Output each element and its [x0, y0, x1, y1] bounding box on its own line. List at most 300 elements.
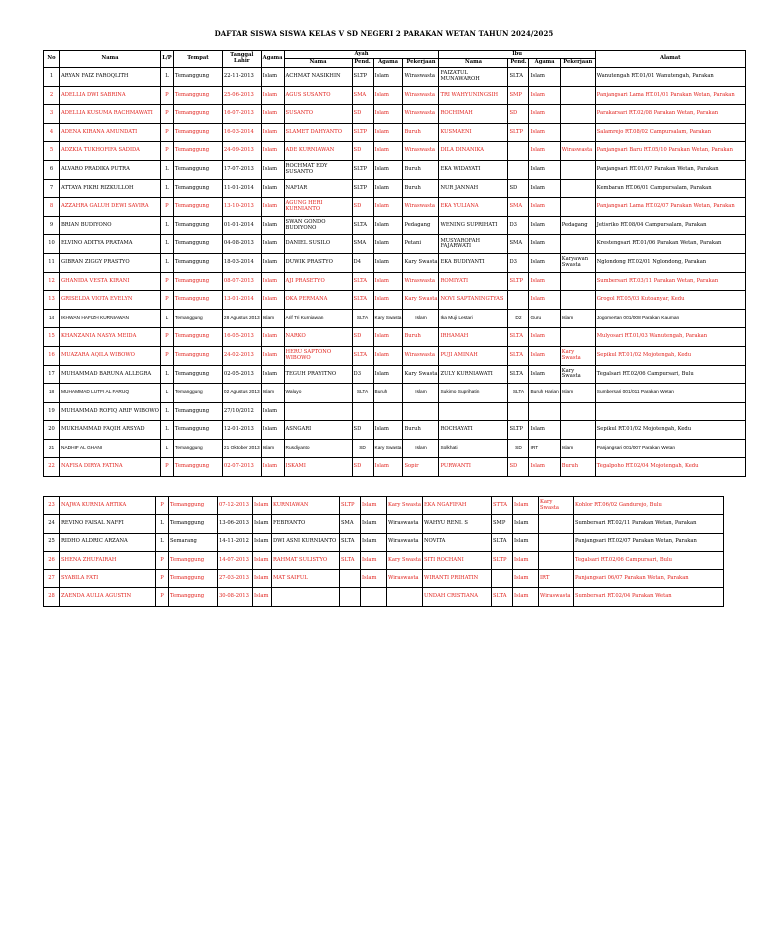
table-row — [44, 588, 724, 606]
cell-tanggal-lahir: 30-08-2013 — [218, 588, 253, 606]
cell-agama: Islam — [261, 123, 284, 142]
cell-no: 10 — [44, 235, 60, 254]
cell-no: 19 — [44, 402, 60, 421]
cell-tempat: Temanggung — [173, 216, 222, 235]
cell-ibu-nama: KUSMAENI — [439, 123, 508, 142]
cell-ayah-nama: Waluyo — [284, 384, 352, 403]
cell-lp: L — [160, 68, 173, 87]
cell-no: 6 — [44, 160, 60, 179]
cell-nama: NAFISA DIRYA FATINA — [60, 458, 161, 477]
cell-ibu-agama: Buruh Harian — [529, 384, 560, 403]
cell-ibu-agama: Islam — [529, 198, 560, 217]
cell-tempat: Temanggung — [173, 421, 222, 440]
cell-nama: SHENA ZHUFAIRAH — [60, 551, 156, 569]
cell-ayah-agama: Islam — [373, 86, 403, 105]
cell-ibu-nama: ROCHAYATI — [439, 421, 508, 440]
cell-lp: L — [160, 365, 173, 384]
cell-ayah-pekerjaan: Buruh — [403, 179, 439, 198]
cell-ayah-nama — [284, 402, 352, 421]
cell-tempat: Temanggung — [173, 439, 222, 458]
table-row — [44, 346, 746, 365]
table-row — [44, 235, 746, 254]
cell-ibu-agama: Islam — [529, 235, 560, 254]
cell-ibu-pekerjaan — [560, 198, 595, 217]
cell-ayah-pend: SLTP — [352, 179, 373, 198]
cell-ibu-nama: WAHYU RENI. S — [423, 515, 492, 533]
cell-tempat: Temanggung — [173, 160, 222, 179]
cell-ayah-pekerjaan: Wiraswasta — [403, 272, 439, 291]
cell-tanggal-lahir: 14-11-2012 — [218, 533, 253, 551]
cell-ayah-pekerjaan: Wiraswasta — [403, 68, 439, 87]
cell-ayah-pend: SLTA — [352, 216, 373, 235]
header-ayah-pekerjaan: Pekerjaan — [403, 59, 439, 68]
cell-no: 9 — [44, 216, 60, 235]
cell-nama: NAJWA KURNIA ARTIKA — [60, 497, 156, 515]
cell-ayah-agama: Buruh — [373, 384, 403, 403]
cell-ibu-pekerjaan: Islam — [560, 384, 595, 403]
cell-ibu-nama: Solkhati — [439, 439, 508, 458]
cell-ayah-agama: Islam — [361, 551, 387, 569]
cell-agama: Islam — [253, 497, 272, 515]
cell-tempat: Temanggung — [173, 105, 222, 124]
cell-no: 8 — [44, 198, 60, 217]
cell-ibu-pend — [508, 291, 529, 310]
cell-ayah-agama: Islam — [373, 365, 403, 384]
cell-ibu-agama: Islam — [513, 515, 539, 533]
cell-nama: ARYAN FAIZ FAROQLITH — [60, 68, 161, 87]
cell-ayah-agama: Islam — [373, 346, 403, 365]
cell-tanggal-lahir: 24-09-2013 — [222, 142, 261, 161]
cell-ibu-nama: SITI ROCHANI — [423, 551, 492, 569]
cell-ibu-nama: UNDAH CRISTIANA — [423, 588, 492, 606]
cell-lp: L — [160, 216, 173, 235]
cell-ayah-pend: SLTA — [352, 291, 373, 310]
cell-ibu-nama: EKA NGAFIFAH — [423, 497, 492, 515]
cell-agama: Islam — [261, 439, 284, 458]
table-row — [44, 86, 746, 105]
cell-ayah-pend: SLTA — [352, 309, 373, 328]
cell-agama: Islam — [261, 384, 284, 403]
cell-ayah-nama: AGUNG HERI KURNIANTO — [284, 198, 352, 217]
cell-ibu-nama: Ika Muji Lestari — [439, 309, 508, 328]
cell-nama: GHANIDA VESTA KIRANI — [60, 272, 161, 291]
cell-ayah-pekerjaan: Petani — [403, 235, 439, 254]
cell-ayah-pend: SLTP — [340, 497, 361, 515]
cell-no: 14 — [44, 309, 60, 328]
cell-agama: Islam — [253, 551, 272, 569]
cell-no: 20 — [44, 421, 60, 440]
cell-ayah-pend: SMA — [352, 235, 373, 254]
cell-tempat: Temanggung — [173, 346, 222, 365]
cell-ibu-agama: Islam — [529, 216, 560, 235]
cell-nama: MUHAMMAD LUTFI AL FARUQ — [60, 384, 161, 403]
table-header — [44, 51, 746, 68]
cell-agama: Islam — [261, 365, 284, 384]
cell-ibu-pend — [508, 402, 529, 421]
cell-tempat: Temanggung — [173, 272, 222, 291]
cell-ibu-agama: Islam — [529, 123, 560, 142]
cell-ayah-agama: Islam — [373, 421, 403, 440]
table-row — [44, 458, 746, 477]
cell-ayah-pend: SD — [352, 421, 373, 440]
cell-agama: Islam — [253, 515, 272, 533]
cell-ayah-nama: SUSANTO — [284, 105, 352, 124]
table-row — [44, 365, 746, 384]
cell-no: 2 — [44, 86, 60, 105]
student-rows-continued — [44, 497, 724, 607]
cell-ibu-nama: DILA DINANIKA — [439, 142, 508, 161]
table-row — [44, 551, 724, 569]
cell-ayah-nama: ISKAMI — [284, 458, 352, 477]
cell-ayah-nama: OKA PERMANA — [284, 291, 352, 310]
cell-ibu-agama: Islam — [529, 421, 560, 440]
cell-ayah-agama: Islam — [373, 216, 403, 235]
document-title: DAFTAR SISWA SISWA KELAS V SD NEGERI 2 PARAKAN WETAN TAHUN 2024/2025 — [214, 29, 554, 38]
cell-ibu-pend: SLTP — [492, 551, 513, 569]
header-ayah: Ayah — [284, 51, 439, 59]
cell-ibu-pend — [508, 142, 529, 161]
cell-nama: MUHAMMAD BARUNA ALLEGRA — [60, 365, 161, 384]
cell-ayah-agama: Islam — [373, 68, 403, 87]
cell-ayah-pekerjaan: Wiraswasta — [387, 533, 423, 551]
cell-ibu-pend: SD — [508, 458, 529, 477]
cell-tanggal-lahir: 16-05-2013 — [222, 328, 261, 347]
cell-lp: L — [160, 421, 173, 440]
cell-ayah-nama: MAT SAIFUL — [272, 570, 340, 588]
cell-nama: IKHWAN HAFIZH KURNIAWAN — [60, 309, 161, 328]
cell-lp: L — [160, 235, 173, 254]
cell-ayah-nama: ROCHMAT EDY SUSANTO — [284, 160, 352, 179]
cell-ayah-pend: SLTA — [340, 533, 361, 551]
cell-nama: BRIAN BUDIYONO — [60, 216, 161, 235]
cell-no: 12 — [44, 272, 60, 291]
cell-ibu-nama: MUSYAROFAH FAJARWATI — [439, 235, 508, 254]
cell-ibu-agama: Islam — [529, 179, 560, 198]
cell-ibu-agama: Islam — [513, 570, 539, 588]
cell-alamat: Jogomertan 001/008 Parakan Kauman — [595, 309, 745, 328]
cell-tempat: Temanggung — [173, 402, 222, 421]
cell-ibu-nama: ROCHIMAH — [439, 105, 508, 124]
cell-tanggal-lahir: 28 Agustus 2013 — [222, 309, 261, 328]
cell-ibu-agama: Islam — [513, 588, 539, 606]
cell-alamat: Nglondong RT.02/01 Nglondong, Parakan — [595, 253, 745, 272]
cell-tanggal-lahir: 04-08-2013 — [222, 235, 261, 254]
cell-ayah-nama: SWAN GONDO BUDIYONO — [284, 216, 352, 235]
cell-ayah-nama: DUWIK PRASTYO — [284, 253, 352, 272]
cell-ibu-nama: ROMIYATI — [439, 272, 508, 291]
cell-tanggal-lahir: 27-03-2013 — [218, 570, 253, 588]
cell-ibu-pekerjaan: Wiraswasta — [539, 588, 574, 606]
cell-no: 23 — [44, 497, 60, 515]
cell-tempat: Temanggung — [173, 253, 222, 272]
cell-no: 27 — [44, 570, 60, 588]
cell-ibu-pend: D2 — [508, 309, 529, 328]
cell-ibu-pend: SLTA — [508, 68, 529, 87]
cell-ayah-agama: Kary Swasta — [373, 309, 403, 328]
cell-ibu-pekerjaan — [560, 402, 595, 421]
cell-tempat: Temanggung — [173, 365, 222, 384]
table-row — [44, 160, 746, 179]
cell-ibu-agama: Guru — [529, 309, 560, 328]
cell-agama: Islam — [261, 68, 284, 87]
cell-ayah-pend: SLTA — [352, 384, 373, 403]
cell-nama: KHANZANIA NASYA MEIDA — [60, 328, 161, 347]
cell-ayah-agama: Islam — [373, 105, 403, 124]
cell-lp: L — [156, 533, 169, 551]
cell-ayah-pekerjaan: Islam — [403, 384, 439, 403]
cell-ayah-pekerjaan: Kary Swasta — [387, 497, 423, 515]
cell-ayah-pekerjaan: Buruh — [403, 123, 439, 142]
cell-ibu-pekerjaan — [539, 551, 574, 569]
cell-nama: MUAZARA AQILA WIBOWO — [60, 346, 161, 365]
cell-ibu-pend — [492, 570, 513, 588]
cell-ibu-agama: IRT — [529, 439, 560, 458]
cell-nama: ALVARO PRADIKA PUTRA — [60, 160, 161, 179]
cell-tanggal-lahir: 21 Oktober 2013 — [222, 439, 261, 458]
cell-alamat: Tegalsari RT.02/06 Campursari, Bulu — [595, 365, 745, 384]
cell-lp: P — [160, 198, 173, 217]
cell-alamat: Tegalpoho RT.02/04 Mojotengah, Kedu — [595, 458, 745, 477]
cell-ibu-agama: Islam — [529, 253, 560, 272]
cell-alamat — [595, 402, 745, 421]
cell-agama: Islam — [261, 291, 284, 310]
cell-alamat: Sumbersari RT.02/04 Parakan Wetan — [574, 588, 724, 606]
cell-ibu-pekerjaan — [560, 68, 595, 87]
cell-alamat: Grogol RT.05/03 Kutoanyar, Kedu — [595, 291, 745, 310]
cell-ayah-agama: Islam — [373, 272, 403, 291]
cell-lp: P — [160, 86, 173, 105]
cell-tempat: Temanggung — [173, 123, 222, 142]
cell-ibu-pekerjaan — [539, 533, 574, 551]
cell-ibu-pekerjaan — [560, 86, 595, 105]
cell-ayah-agama: Islam — [373, 235, 403, 254]
cell-ibu-pend: SLTP — [508, 421, 529, 440]
cell-alamat: Sumbersari 001/011 Parakan Wetan — [595, 384, 745, 403]
cell-ayah-pekerjaan: Wiraswasta — [387, 570, 423, 588]
cell-ibu-agama: Islam — [529, 328, 560, 347]
cell-ayah-nama: RAHMAT SULISTYO — [272, 551, 340, 569]
cell-lp: P — [160, 328, 173, 347]
cell-ibu-agama: Islam — [529, 272, 560, 291]
cell-ayah-pekerjaan: Buruh — [403, 160, 439, 179]
cell-tempat: Temanggung — [173, 179, 222, 198]
table-row — [44, 570, 724, 588]
cell-tanggal-lahir: 02 Agustus 2013 — [222, 384, 261, 403]
cell-nama: GIBRAN ZIGGY PRASTYO — [60, 253, 161, 272]
cell-alamat: Panjangsari 06/07 Parakan Wetan, Parakan — [574, 570, 724, 588]
header-ayah-agama: Agama — [373, 59, 403, 68]
cell-tanggal-lahir: 08-07-2013 — [222, 272, 261, 291]
cell-ibu-agama: Islam — [513, 551, 539, 569]
cell-alamat: Panjangsari Lama RT.02/07 Parakan Wetan, Parakan — [595, 198, 745, 217]
cell-ayah-pekerjaan: Sopir — [403, 458, 439, 477]
cell-tempat: Temanggung — [173, 291, 222, 310]
table-row — [44, 309, 746, 328]
cell-no: 22 — [44, 458, 60, 477]
cell-nama: NADHIF AL GHANI — [60, 439, 161, 458]
cell-ibu-pekerjaan — [560, 328, 595, 347]
cell-ibu-pekerjaan: IRT — [539, 570, 574, 588]
cell-agama: Islam — [261, 458, 284, 477]
cell-ayah-pend: SMA — [340, 515, 361, 533]
cell-ayah-nama: ACHMAT NASIKHIN — [284, 68, 352, 87]
cell-tempat: Temanggung — [169, 551, 218, 569]
cell-ayah-agama: Islam — [373, 179, 403, 198]
header-alamat: Alamat — [595, 51, 745, 68]
table-row — [44, 439, 746, 458]
cell-tanggal-lahir: 13-06-2013 — [218, 515, 253, 533]
cell-ayah-agama: Islam — [373, 142, 403, 161]
cell-agama: Islam — [261, 328, 284, 347]
cell-ibu-agama: Islam — [529, 458, 560, 477]
cell-no: 7 — [44, 179, 60, 198]
cell-ayah-nama: TEGUH PRAYITNO — [284, 365, 352, 384]
cell-tanggal-lahir: 02-05-2013 — [222, 365, 261, 384]
cell-ibu-agama: Islam — [529, 68, 560, 87]
cell-ayah-pekerjaan: Kary Swasta — [403, 253, 439, 272]
cell-lp: L — [160, 384, 173, 403]
cell-ayah-agama: Islam — [373, 160, 403, 179]
cell-ibu-nama: WENING SUPRIHATI — [439, 216, 508, 235]
cell-tempat: Temanggung — [173, 142, 222, 161]
cell-ayah-pend: D4 — [352, 253, 373, 272]
cell-lp: P — [160, 458, 173, 477]
cell-ayah-nama: ASNGARI — [284, 421, 352, 440]
cell-ibu-pekerjaan — [560, 421, 595, 440]
cell-alamat: Panjangsari Baru RT.05/10 Parakan Wetan, Parakan — [595, 142, 745, 161]
cell-nama: ADELLIA KUSUMA RACHMAWATI — [60, 105, 161, 124]
cell-ibu-nama: WIRANTI PRIHATIN — [423, 570, 492, 588]
cell-ayah-nama: SLAMET DAHYANTO — [284, 123, 352, 142]
cell-ayah-agama: Islam — [373, 291, 403, 310]
cell-alamat: Sumbersari RT.03/11 Parakan Wetan, Parakan — [595, 272, 745, 291]
cell-no: 21 — [44, 439, 60, 458]
cell-ibu-pend: SLTA — [508, 384, 529, 403]
cell-tanggal-lahir: 13-10-2013 — [222, 198, 261, 217]
table-row — [44, 253, 746, 272]
cell-ayah-nama: Arif Tri Kurniawan — [284, 309, 352, 328]
cell-ibu-pekerjaan: Kary Swasta — [560, 365, 595, 384]
cell-ibu-nama — [439, 402, 508, 421]
cell-ayah-pekerjaan: Wiraswasta — [387, 515, 423, 533]
cell-nama: MUHAMMAD ROFIQ ARIF WIBOWO — [60, 402, 161, 421]
cell-alamat: Jetisriko RT.08/04 Campursalam, Parakan — [595, 216, 745, 235]
cell-lp: P — [160, 123, 173, 142]
header-ayah-pend: Pend. — [352, 59, 373, 68]
cell-ibu-nama: EKA YULIANA — [439, 198, 508, 217]
header-ibu: Ibu — [439, 51, 595, 59]
cell-tempat: Temanggung — [169, 515, 218, 533]
header-ibu-pend: Pend. — [508, 59, 529, 68]
cell-ibu-pend: D3 — [508, 216, 529, 235]
cell-ibu-pend: D3 — [508, 253, 529, 272]
cell-tempat: Temanggung — [173, 86, 222, 105]
cell-ayah-nama: DWI ASNI KURNIANTO — [272, 533, 340, 551]
cell-tempat: Temanggung — [169, 497, 218, 515]
cell-ayah-nama: KURNIAWAN — [272, 497, 340, 515]
cell-alamat: Sepikul RT.01/02 Mojotengah, Kedu — [595, 421, 745, 440]
cell-alamat: Wanutengah RT.01/01 Wanutengah, Parakan — [595, 68, 745, 87]
cell-tempat: Temanggung — [173, 198, 222, 217]
cell-tanggal-lahir: 25-06-2013 — [222, 86, 261, 105]
cell-nama: GRISELDA VIOTA EVELYN — [60, 291, 161, 310]
cell-lp: L — [156, 515, 169, 533]
cell-ayah-pend: SLTA — [340, 551, 361, 569]
cell-ibu-pekerjaan: Islam — [560, 439, 595, 458]
cell-agama: Islam — [261, 235, 284, 254]
cell-ayah-pend: SD — [352, 458, 373, 477]
cell-ibu-nama: EKA WIDAYATI — [439, 160, 508, 179]
cell-nama: ELVINO ADITYA PRATAMA — [60, 235, 161, 254]
cell-no: 13 — [44, 291, 60, 310]
cell-tanggal-lahir: 24-02-2013 — [222, 346, 261, 365]
table-row — [44, 291, 746, 310]
cell-lp: P — [156, 570, 169, 588]
cell-lp: P — [160, 105, 173, 124]
cell-ibu-pekerjaan — [560, 105, 595, 124]
cell-alamat: Panjangsari RT.02/07 Parakan Wetan, Parakan — [574, 533, 724, 551]
cell-tanggal-lahir: 17-07-2013 — [222, 160, 261, 179]
header-ibu-nama: Nama — [439, 59, 508, 68]
cell-tempat: Temanggung — [169, 588, 218, 606]
cell-alamat: Panjangsari RT.01/07 Parakan Wetan, Parakan — [595, 160, 745, 179]
cell-agama: Islam — [261, 346, 284, 365]
cell-alamat: Kohlor RT.06/02 Gandurejo, Bulu — [574, 497, 724, 515]
cell-ayah-pend: SD — [352, 439, 373, 458]
cell-ayah-pekerjaan — [387, 588, 423, 606]
cell-ibu-agama: Islam — [529, 142, 560, 161]
table-row — [44, 402, 746, 421]
cell-alamat: Kembaran RT.06/01 Campursalam, Parakan — [595, 179, 745, 198]
cell-ayah-pekerjaan: Buruh — [403, 328, 439, 347]
cell-alamat: Panjangsari 001/007 Parakan Wetan — [595, 439, 745, 458]
cell-ibu-agama: Islam — [513, 497, 539, 515]
cell-ibu-pend: SMP — [508, 86, 529, 105]
cell-lp: L — [160, 402, 173, 421]
cell-ibu-pend: SMA — [508, 198, 529, 217]
cell-ayah-nama: NARKO — [284, 328, 352, 347]
cell-ibu-pekerjaan: Karyawan Swasta — [560, 253, 595, 272]
cell-alamat: Tegalsari RT.02/06 Campursari, Bulu — [574, 551, 724, 569]
cell-no: 24 — [44, 515, 60, 533]
cell-tanggal-lahir: 02-07-2013 — [222, 458, 261, 477]
cell-ayah-agama: Islam — [361, 515, 387, 533]
cell-tanggal-lahir: 12-01-2013 — [222, 421, 261, 440]
cell-ayah-pend: SLTA — [352, 272, 373, 291]
cell-ayah-agama: Islam — [373, 253, 403, 272]
table-row — [44, 497, 724, 515]
cell-nama: RIDHO ALDRIC ARZANA — [60, 533, 156, 551]
table-row — [44, 272, 746, 291]
cell-ayah-pekerjaan: Wiraswasta — [403, 105, 439, 124]
cell-ayah-agama: Kary Swasta — [373, 439, 403, 458]
cell-ayah-nama: NAFIAR — [284, 179, 352, 198]
cell-agama: Islam — [261, 272, 284, 291]
cell-ibu-pekerjaan — [539, 515, 574, 533]
cell-ayah-agama: Islam — [373, 198, 403, 217]
cell-ibu-agama: Islam — [529, 160, 560, 179]
cell-ibu-pend: SMA — [508, 235, 529, 254]
table-row — [44, 384, 746, 403]
cell-ayah-pekerjaan: Wiraswasta — [403, 142, 439, 161]
cell-ayah-pend: SD — [352, 328, 373, 347]
cell-no: 17 — [44, 365, 60, 384]
cell-lp: P — [156, 551, 169, 569]
table-row — [44, 142, 746, 161]
cell-ibu-nama: TRI WAHYUNINGSIH — [439, 86, 508, 105]
cell-ibu-nama: ZULY KURNIAWATI — [439, 365, 508, 384]
cell-ayah-pend: SLTP — [352, 68, 373, 87]
